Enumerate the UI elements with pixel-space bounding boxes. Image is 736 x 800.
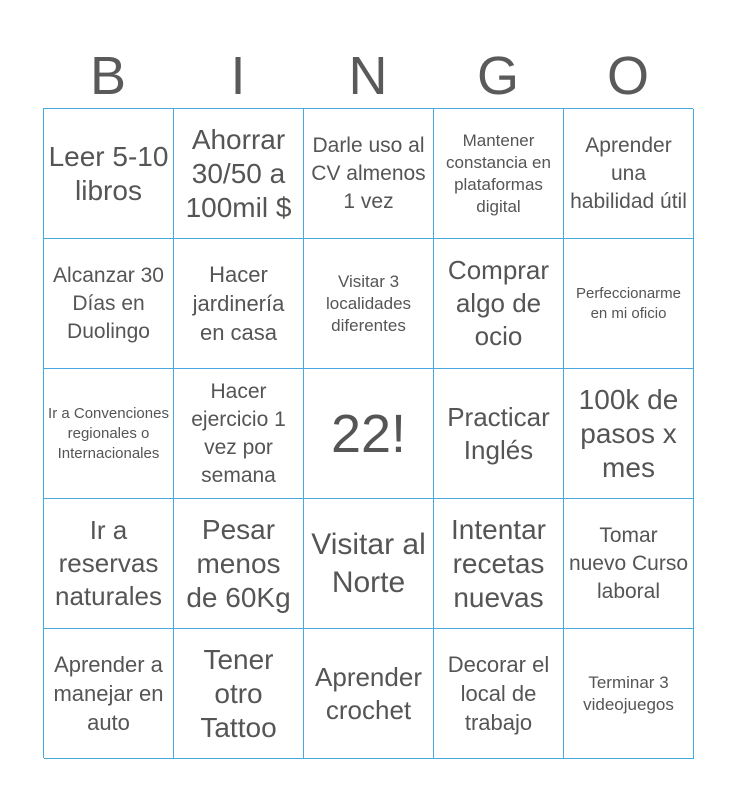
cell-text: Ir a Convenciones regionales o Internacionales [48, 404, 169, 462]
bingo-cell[interactable] [174, 499, 304, 629]
cell-text: Pesar menos de 60Kg [186, 513, 291, 613]
bingo-cell[interactable] [564, 629, 694, 759]
cell-text: Mantener constancia en plataformas digital [446, 130, 551, 216]
bingo-header [43, 44, 693, 108]
bingo-cell[interactable] [434, 369, 564, 499]
cell-text: Perfeccionarme en mi oficio [575, 284, 682, 322]
bingo-cell[interactable] [564, 499, 694, 629]
bingo-cell[interactable] [174, 369, 304, 499]
cell-text: Tomar nuevo Curso laboral [568, 523, 689, 603]
cell-text: Hacer jardinería en casa [192, 262, 285, 345]
bingo-cell[interactable] [304, 239, 434, 369]
header-letter-i: I [230, 46, 246, 106]
cell-text: Aprender crochet [315, 661, 422, 725]
bingo-cell[interactable] [44, 369, 174, 499]
cell-text: Darle uso al CV almenos 1 vez [311, 133, 426, 213]
cell-text: Alcanzar 30 Días en Duolingo [53, 263, 164, 343]
bingo-cell[interactable] [434, 629, 564, 759]
header-letter-b: B [89, 46, 127, 106]
bingo-cell[interactable] [44, 239, 174, 369]
cell-text: Aprender a manejar en auto [53, 652, 164, 735]
cell-text: Ahorrar 30/50 a 100mil $ [185, 123, 292, 223]
cell-text: Tener otro Tattoo [200, 643, 277, 743]
bingo-cell[interactable] [304, 499, 434, 629]
bingo-cell[interactable] [44, 109, 174, 239]
cell-text: Decorar el local de trabajo [447, 652, 550, 735]
bingo-cell[interactable] [174, 239, 304, 369]
bingo-cell[interactable] [564, 109, 694, 239]
bingo-cell[interactable] [44, 499, 174, 629]
cell-text: Leer 5-10 libros [48, 140, 169, 206]
cell-text: Ir a reservas naturales [55, 515, 162, 611]
bingo-cell[interactable] [434, 239, 564, 369]
bingo-cell[interactable] [174, 109, 304, 239]
cell-text: Terminar 3 videojuegos [583, 672, 674, 714]
cell-text: Visitar 3 localidades diferentes [325, 271, 412, 335]
bingo-cell[interactable] [304, 109, 434, 239]
bingo-cell[interactable] [564, 239, 694, 369]
cell-text: Intentar recetas nuevas [451, 513, 546, 613]
bingo-cell[interactable] [564, 369, 694, 499]
cell-text: 22! [330, 403, 407, 464]
cell-text: Comprar algo de ocio [447, 255, 550, 351]
cell-text: Practicar Inglés [447, 401, 550, 465]
bingo-cell[interactable] [44, 629, 174, 759]
cell-text: Aprender una habilidad útil [570, 133, 687, 213]
bingo-cell[interactable] [174, 629, 304, 759]
cell-text: Hacer ejercicio 1 vez por semana [191, 379, 286, 487]
header-letter-n: N [348, 46, 388, 106]
bingo-cell-free[interactable] [304, 369, 434, 499]
header-letter-o: O [606, 46, 649, 106]
bingo-cell[interactable] [304, 629, 434, 759]
bingo-cell[interactable] [434, 109, 564, 239]
bingo-cell[interactable] [434, 499, 564, 629]
bingo-grid [43, 108, 693, 758]
cell-text: 100k de pasos x mes [578, 383, 679, 483]
cell-text: Visitar al Norte [311, 527, 426, 599]
header-letter-g: G [476, 46, 519, 106]
